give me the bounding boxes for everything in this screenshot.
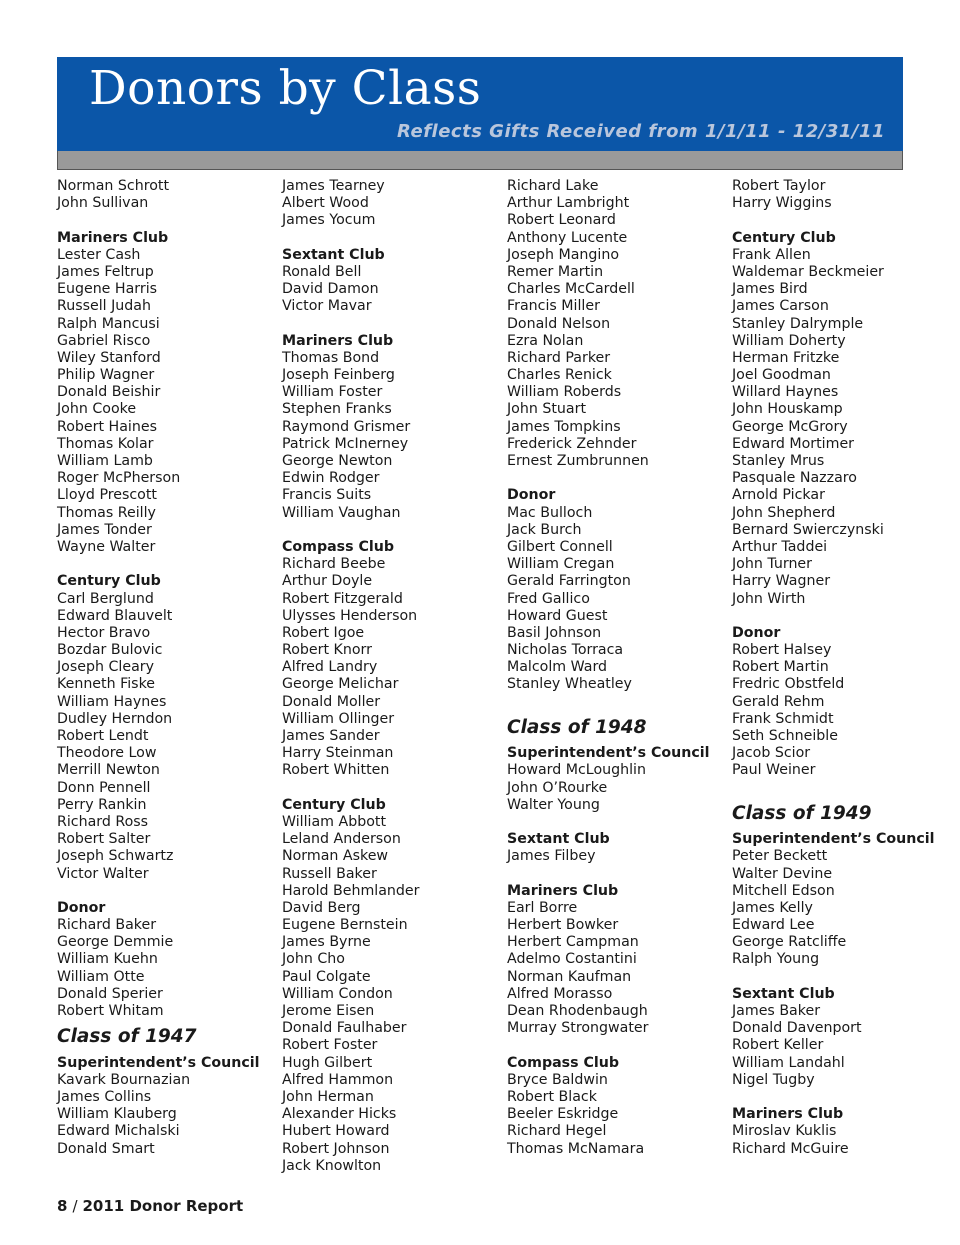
donor-name: Dudley Herndon [57,710,173,727]
spacer [282,780,507,797]
donor-name: Frank Schmidt [732,710,834,727]
class-year-heading: Class of 1949 [732,802,872,824]
donor-name: Bryce Baldwin [507,1071,608,1088]
donor-name: John Herman [282,1088,374,1105]
donor-name: Harry Wiggins [732,195,832,212]
donor-name: Richard Beebe [282,556,386,573]
donor-name: Arnold Pickar [732,487,825,504]
donor-name: Adelmo Costantini [507,951,637,968]
donor-name: Waldemar Beckmeier [732,263,884,280]
donor-name: Norman Schrott [57,178,170,194]
donor-name: Ernest Zumbrunnen [507,453,649,469]
donor-name: Donald Davenport [732,1020,862,1037]
donor-name: David Damon [282,281,379,298]
spacer [282,230,507,247]
donor-name: Stephen Franks [282,401,392,418]
donor-name: Paul Weiner [732,762,816,779]
donor-name: Richard McGuire [732,1140,849,1157]
donor-name: Alfred Morasso [507,985,613,1002]
donor-name: Earl Borre [507,899,578,916]
donor-name: Ulysses Henderson [282,607,418,624]
donor-name: John Cho [282,951,345,968]
donor-name: Theodore Low [57,745,157,762]
donor-name: Stanley Dalrymple [732,315,864,332]
donor-name: Anthony Lucente [507,229,628,246]
donor-name: Victor Mavar [282,298,372,315]
donor-name: Murray Strongwater [507,1020,649,1037]
donor-name: Russell Judah [57,298,151,315]
donor-name: Donn Pennell [57,779,151,796]
donor-name: Arthur Taddei [732,538,828,555]
donor-name: Kenneth Fiske [57,676,156,693]
giving-level-heading: Century Club [732,229,836,246]
donor-name: Donald Smart [57,1140,155,1157]
donor-name: Donald Sperier [57,985,163,1002]
donor-name: Kavark Bournazian [57,1071,191,1088]
giving-level-heading: Sextant Club [282,246,385,263]
donor-name: Walter Devine [732,865,833,882]
donor-name: Edward Mortimer [732,435,855,452]
donor-name: David Berg [282,899,361,916]
donor-name: Miroslav Kuklis [732,1123,837,1140]
donor-name: Robert Martin [732,659,829,676]
donor-name: Harry Wagner [732,573,831,590]
donor-name: Hector Bravo [57,624,151,641]
donor-name: Victor Walter [57,865,149,882]
donor-name: Robert Fitzgerald [282,590,403,607]
donor-name: William Roberds [507,384,622,401]
donor-name: Robert Lendt [57,728,149,744]
donor-name: William Abbott [282,813,387,830]
donor-name: Remer Martin [507,263,604,280]
spacer [732,780,957,797]
donor-name: Hubert Howard [282,1123,390,1140]
donor-name: Howard Guest [507,607,608,624]
donor-name: Edwin Rodger [282,470,380,487]
donor-name: Jacob Scior [732,745,811,762]
spacer [507,1037,732,1054]
donor-name: Walter Young [507,796,600,813]
donor-name: Merrill Newton [57,762,160,779]
donor-name: Ronald Bell [282,263,362,280]
spacer [507,694,732,711]
donor-name: Willard Haynes [732,384,839,401]
donor-name: Stanley Wheatley [507,676,632,693]
donor-name: James Tearney [282,178,385,194]
donor-name: Donald Nelson [507,315,611,332]
donor-name: Jack Burch [507,521,582,538]
donor-column-2 [282,178,507,1175]
donor-name: Joel Goodman [732,367,831,384]
donor-name: Eugene Harris [57,281,158,298]
donor-name: James Yocum [282,212,376,229]
banner-underline-band [57,151,903,170]
donor-name: Philip Wagner [57,367,155,384]
class-year-heading: Class of 1948 [507,716,647,738]
donor-name: Nigel Tugby [732,1071,815,1088]
donor-name: Mitchell Edson [732,882,835,899]
donor-name: Harold Behmlander [282,882,420,899]
donor-name: James Kelly [732,899,813,916]
donor-name: Gerald Farrington [507,573,631,590]
page-footer [57,1197,243,1215]
donor-name: William Ollinger [282,710,395,727]
giving-level-heading: Superintendent’s Council [732,831,935,848]
donor-name: Herbert Campman [507,934,639,951]
donor-name: Robert Keller [732,1037,824,1054]
donor-name: Richard Hegel [507,1123,607,1140]
giving-level-heading: Mariners Club [282,332,394,349]
donor-name: George McGrory [732,418,848,435]
donor-name: Eugene Bernstein [282,917,408,934]
report-title: 2011 Donor Report [82,1197,244,1215]
donor-name: Russell Baker [282,865,377,882]
donor-name: William Haynes [57,693,167,710]
donor-name: Jerome Eisen [282,1003,375,1019]
donor-name: Perry Rankin [57,796,147,813]
donor-name: James Tompkins [507,418,621,435]
donor-name: Alfred Hammon [282,1071,394,1088]
donor-name: Robert Taylor [732,178,826,194]
donor-name: George Ratcliffe [732,934,847,951]
donor-name: Edward Blauvelt [57,607,173,624]
giving-level-heading: Sextant Club [507,831,610,848]
page-number: 8 [57,1197,68,1215]
donor-name: John Shepherd [732,504,836,521]
donor-name: Joseph Feinberg [282,367,395,384]
donor-name: Gilbert Connell [507,538,613,555]
donor-name: Gerald Rehm [732,693,825,710]
donor-name: Hugh Gilbert [282,1054,373,1071]
donor-name: Robert Halsey [732,642,832,659]
donor-name: Gabriel Risco [57,332,151,349]
footer-separator: / [72,1197,78,1215]
giving-level-heading: Sextant Club [732,985,835,1002]
donor-name: Nicholas Torraca [507,642,624,659]
donor-name: James Baker [732,1003,821,1020]
donor-name: Thomas Kolar [57,435,154,452]
donor-name: James Bird [732,281,808,298]
giving-level-heading: Mariners Club [57,229,169,246]
donor-name: William Doherty [732,332,846,349]
donor-name: Dean Rhodenbaugh [507,1003,648,1020]
giving-level-heading: Compass Club [507,1054,620,1071]
donor-name: George Melichar [282,676,399,693]
page-title: Donors by Class [89,61,482,116]
donor-name: Wayne Walter [57,538,156,555]
title-banner [57,57,903,151]
donor-name: John Cooke [57,401,137,418]
donor-name: Robert Whitten [282,762,390,779]
donor-name: Lester Cash [57,246,141,263]
donor-name: Richard Parker [507,349,611,366]
spacer [507,470,732,487]
donor-name: William Condon [282,985,393,1002]
donor-name: William Otte [57,968,145,985]
donor-name: Basil Johnson [507,624,602,641]
spacer [507,814,732,831]
spacer [732,969,957,986]
donor-name: John Stuart [507,401,587,418]
donor-column-4 [732,178,957,1158]
giving-level-heading: Mariners Club [732,1106,844,1123]
donor-name: Jack Knowlton [282,1157,382,1174]
spacer [732,1089,957,1106]
donor-name: Robert Johnson [282,1140,390,1157]
donor-name: Robert Whitam [57,1003,164,1019]
donor-name: Robert Salter [57,831,151,848]
spacer [507,866,732,883]
spacer [732,212,957,229]
donor-name: Lloyd Prescott [57,487,157,504]
donor-name: Roger McPherson [57,470,181,487]
spacer [282,522,507,539]
donor-name: Joseph Schwartz [57,848,174,865]
donor-name: Wiley Stanford [57,349,161,366]
donor-name: William Vaughan [282,504,401,521]
donor-name: Frederick Zehnder [507,435,637,452]
donor-name: John O’Rourke [507,779,608,796]
donor-name: William Klauberg [57,1106,177,1123]
donor-name: Pasquale Nazzaro [732,470,857,487]
donor-name: Donald Faulhaber [282,1020,407,1037]
giving-level-heading: Superintendent’s Council [57,1054,260,1071]
donor-name: Thomas Reilly [57,504,156,521]
donor-name: Alexander Hicks [282,1106,397,1123]
spacer [57,212,282,229]
donor-name: Peter Beckett [732,848,828,865]
donor-name: Edward Lee [732,917,815,934]
donor-name: William Lamb [57,453,153,469]
donor-name: James Sander [282,728,380,744]
donor-name: Bernard Swierczynski [732,521,884,538]
page-subtitle: Reflects Gifts Received from 1/1/11 - 12/31/11 [397,121,885,142]
donor-name: Norman Kaufman [507,968,632,985]
spacer [732,608,957,625]
donor-name: Joseph Mangino [507,246,620,263]
donor-name: James Carson [732,298,829,315]
donor-name: Robert Igoe [282,624,365,641]
donor-name: John Wirth [732,590,806,607]
donor-name: Robert Haines [57,418,157,435]
donor-name: John Houskamp [732,401,843,418]
donor-name: Norman Askew [282,848,389,865]
donor-name: Malcolm Ward [507,659,608,676]
donor-name: Thomas McNamara [507,1140,645,1157]
donor-name: Charles Renick [507,367,612,384]
donor-name: Richard Baker [57,917,157,934]
donor-name: William Kuehn [57,951,158,968]
donor-name: Arthur Doyle [282,573,373,590]
donor-name: Alfred Landry [282,659,378,676]
giving-level-heading: Compass Club [282,538,395,555]
donor-name: Ralph Young [732,951,820,968]
donor-name: George Demmie [57,934,174,951]
donor-column-1 [57,178,282,1158]
donor-name: Francis Miller [507,298,600,315]
donor-name: Francis Suits [282,487,372,504]
donor-name: Albert Wood [282,195,369,212]
donor-name: James Feltrup [57,263,154,280]
donor-name: Robert Black [507,1088,597,1105]
donor-name: John Turner [732,556,812,573]
donor-name: Mac Bulloch [507,504,593,521]
donor-name: James Byrne [282,934,371,951]
donor-name: Herman Fritzke [732,349,840,366]
donor-name: Robert Leonard [507,212,616,229]
donor-name: John Sullivan [57,195,149,212]
donor-name: Stanley Mrus [732,453,825,469]
giving-level-heading: Donor [57,899,106,916]
donor-name: William Foster [282,384,383,401]
spacer [57,556,282,573]
donor-name: Richard Ross [57,813,149,830]
donor-name: Arthur Lambright [507,195,630,212]
giving-level-heading: Donor [732,624,781,641]
donor-name: Leland Anderson [282,831,401,848]
donor-name: Harry Steinman [282,745,394,762]
class-year-heading: Class of 1947 [57,1026,197,1048]
donor-name: Fred Gallico [507,590,590,607]
donor-name: Frank Allen [732,246,811,263]
donor-name: Ralph Mancusi [57,315,160,332]
donor-name: Herbert Bowker [507,917,619,934]
donor-name: Donald Beishir [57,384,161,401]
giving-level-heading: Mariners Club [507,882,619,899]
giving-level-heading: Superintendent’s Council [507,745,710,762]
donor-name: William Cregan [507,556,615,573]
donor-name: Edward Michalski [57,1123,180,1140]
donor-name: Charles McCardell [507,281,635,298]
donor-name: Donald Moller [282,693,381,710]
giving-level-heading: Century Club [57,573,161,590]
donor-name: James Tonder [57,521,152,538]
donor-name: Robert Knorr [282,642,372,659]
donor-column-3 [507,178,732,1158]
donor-name: George Newton [282,453,393,469]
donor-name: Carl Berglund [57,590,154,607]
donor-name: James Collins [57,1088,152,1105]
donor-name: Patrick McInerney [282,435,409,452]
donor-name: Richard Lake [507,178,599,194]
donor-name: Howard McLoughlin [507,762,646,779]
donor-name: Fredric Obstfeld [732,676,845,693]
donor-name: Beeler Eskridge [507,1106,619,1123]
donor-name: Robert Foster [282,1037,378,1054]
donor-name: James Filbey [507,848,596,865]
donor-name: Thomas Bond [282,349,380,366]
donor-name: Seth Schneible [732,728,838,744]
donor-name: Ezra Nolan [507,332,584,349]
spacer [57,883,282,900]
donor-name: William Landahl [732,1054,845,1071]
giving-level-heading: Donor [507,487,556,504]
donor-name: Joseph Cleary [57,659,154,676]
giving-level-heading: Century Club [282,796,386,813]
donor-name: Paul Colgate [282,968,371,985]
spacer [282,316,507,333]
donor-name: Bozdar Bulovic [57,642,163,659]
donor-name: Raymond Grismer [282,418,411,435]
